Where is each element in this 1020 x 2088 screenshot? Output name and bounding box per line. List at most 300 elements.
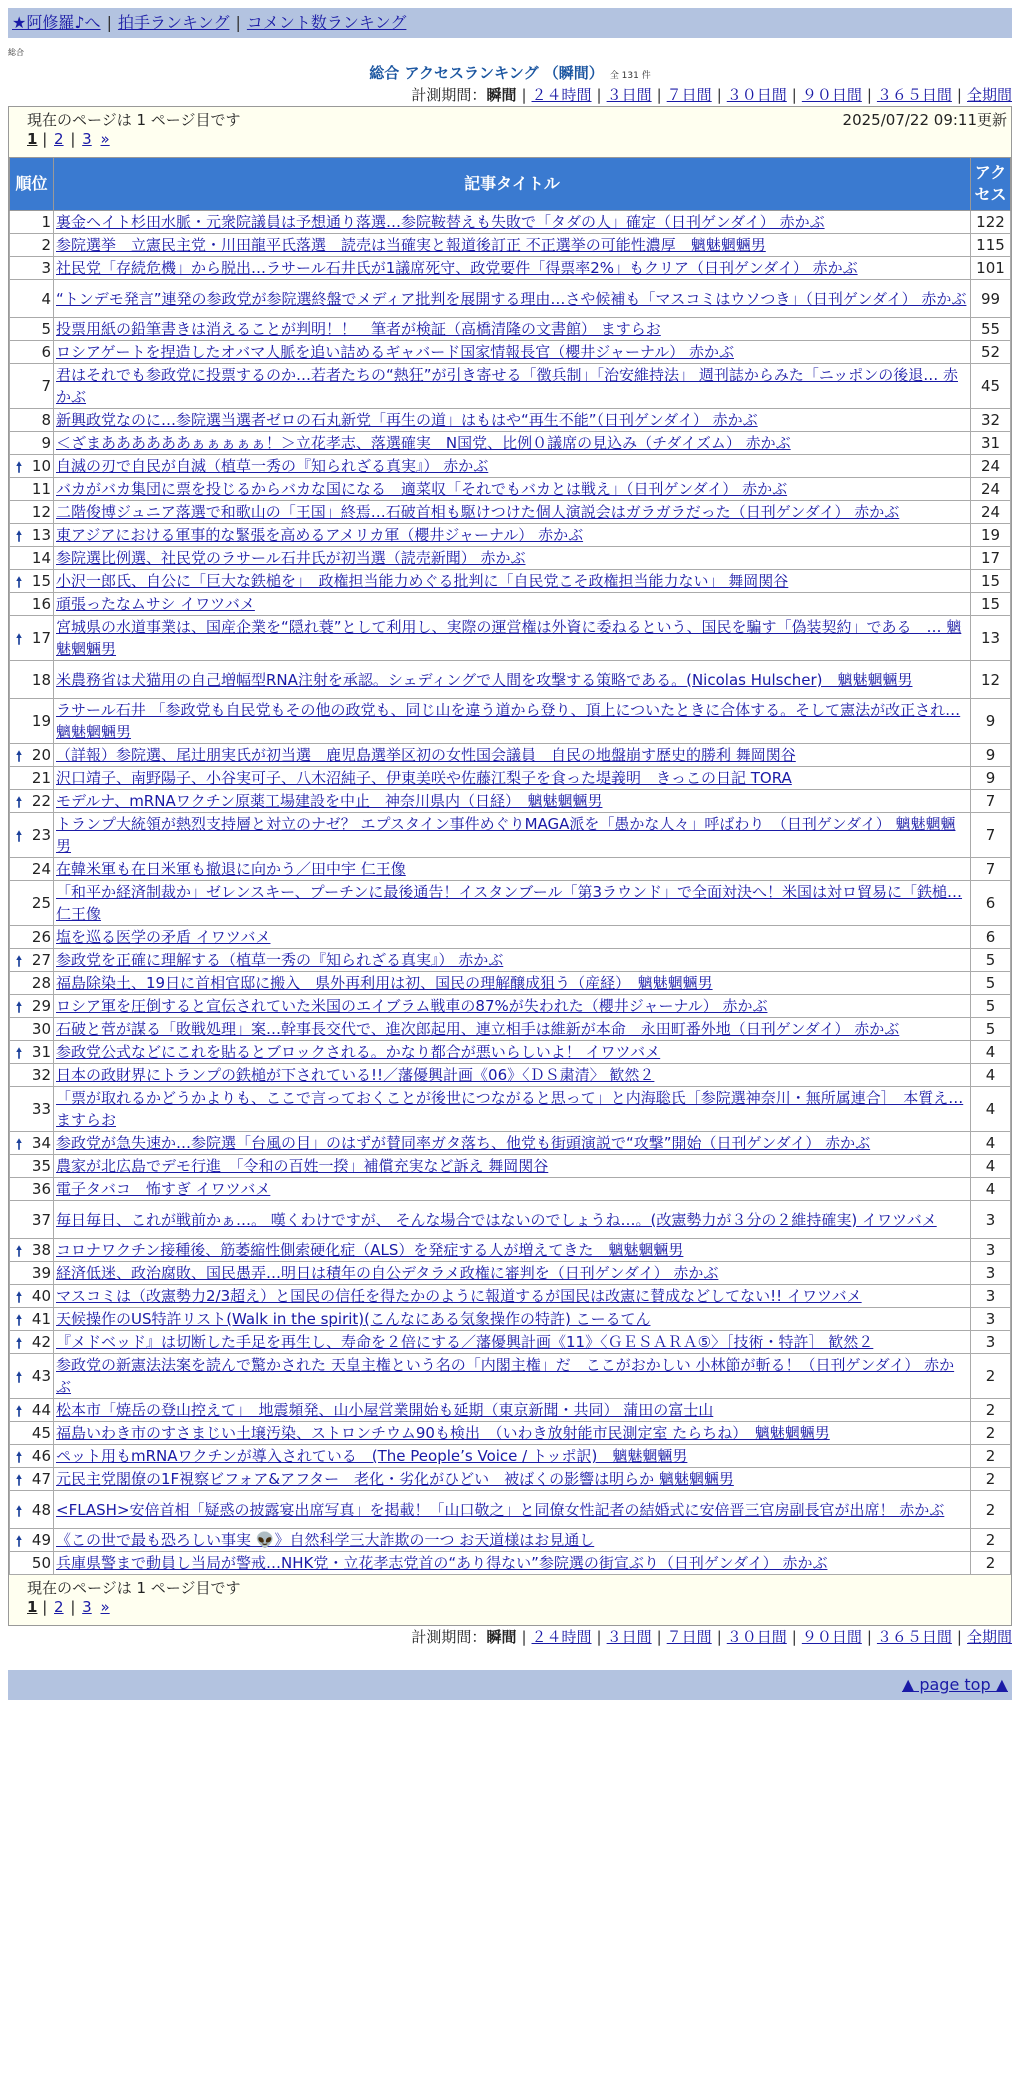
- article-title-link[interactable]: ロシアゲートを捏造したオバマ人脈を追い詰めるギャバード国家情報長官（櫻井ジャーナル） 赤かぶ: [56, 343, 734, 361]
- rank-number: 45: [31, 1424, 51, 1442]
- rank-cell: [10, 1491, 54, 1529]
- article-title-link[interactable]: 経済低迷、政治腐敗、国民愚弄…明日は積年の自公デタラメ政権に審判を（日刊ゲンダイ） 赤かぶ: [56, 1264, 719, 1282]
- period-link-365d[interactable]: ３６５日間: [876, 1628, 952, 1646]
- article-title-link[interactable]: 「票が取れるかどうかよりも、ここで言っておくことが後世につながると思って」と内海聡氏［参院選神奈川・無所属連合］ 本質え… ますらお: [56, 1089, 964, 1129]
- rank-number: 32: [31, 1066, 51, 1084]
- title-cell: [54, 1262, 971, 1285]
- rank-number: 28: [31, 974, 51, 992]
- access-count: 2: [971, 1491, 1011, 1529]
- access-count: 3: [971, 1285, 1011, 1308]
- rank-cell: [10, 995, 54, 1018]
- access-count: 122: [971, 211, 1011, 234]
- article-title-link[interactable]: ＜ざまああああああぁぁぁぁぁ！＞立花孝志、落選確実 N国党、比例０議席の見込み（チダイズム） 赤かぶ: [56, 434, 791, 452]
- article-title-link[interactable]: 参院選比例選、社民党のラサール石井氏が初当選（読売新聞） 赤かぶ: [56, 549, 526, 567]
- access-count: 2: [971, 1354, 1011, 1399]
- period-link-90d[interactable]: ９０日間: [801, 1628, 862, 1646]
- rank-number: 46: [31, 1447, 51, 1465]
- rank-up-arrow-icon: 🠕: [16, 1534, 23, 1550]
- title-cell: [54, 593, 971, 616]
- title-cell: [54, 570, 971, 593]
- table-row: [10, 744, 1011, 767]
- rank-number: 43: [31, 1367, 51, 1385]
- rank-number: 39: [31, 1264, 51, 1282]
- total-count: 全 131 件: [609, 71, 651, 81]
- article-title-link[interactable]: 電子タバコ 怖すぎ イワツバメ: [56, 1180, 271, 1198]
- rank-up-arrow-icon: 🠕: [16, 1290, 23, 1306]
- rank-number: 29: [31, 997, 51, 1015]
- access-count: 6: [971, 926, 1011, 949]
- table-row: [10, 257, 1011, 280]
- article-title-link[interactable]: 日本の政財界にトランプの鉄槌が下されている!!／藩優興計画《06》〈ＤＳ粛清〉 歓然２: [56, 1066, 655, 1084]
- access-count: 4: [971, 1132, 1011, 1155]
- header-rank: 順位: [10, 158, 54, 211]
- access-count: 4: [971, 1041, 1011, 1064]
- access-count: 55: [971, 318, 1011, 341]
- access-count: 7: [971, 790, 1011, 813]
- title-cell: [54, 1087, 971, 1132]
- rank-cell: [10, 341, 54, 364]
- rank-number: 38: [31, 1241, 51, 1259]
- period-link-3d[interactable]: ３日間: [606, 1628, 652, 1646]
- access-count: 3: [971, 1239, 1011, 1262]
- rank-number: 12: [31, 503, 51, 521]
- period-link-24h[interactable]: ２４時間: [531, 1628, 592, 1646]
- table-row: [10, 858, 1011, 881]
- page-1-current: 1: [27, 1598, 38, 1616]
- table-row: [10, 1087, 1011, 1132]
- rank-up-arrow-icon: 🠕: [16, 1503, 23, 1520]
- article-title-link[interactable]: 塩を巡る医学の矛盾 イワツバメ: [56, 928, 271, 946]
- rank-number: 26: [31, 928, 51, 946]
- table-row: [10, 318, 1011, 341]
- rank-number: 18: [31, 670, 51, 689]
- rank-number: 10: [31, 457, 51, 475]
- title-cell: [54, 767, 971, 790]
- nav-link-comment-ranking[interactable]: コメント数ランキング: [246, 13, 407, 32]
- rank-number: 11: [31, 480, 51, 498]
- rank-cell: [10, 616, 54, 661]
- article-title-link[interactable]: 新興政党なのに…参院選当選者ゼロの石丸新党「再生の道」はもはや“再生不能”（日刊ゲンダイ） 赤かぶ: [56, 411, 758, 429]
- page-link-2[interactable]: 2: [54, 130, 64, 148]
- page-top-link[interactable]: ▲ page top ▲: [901, 1675, 1008, 1694]
- rank-cell: [10, 1552, 54, 1575]
- title-cell: [54, 409, 971, 432]
- table-row: [10, 995, 1011, 1018]
- rank-cell: [10, 1018, 54, 1041]
- rank-cell: [10, 949, 54, 972]
- access-count: 15: [971, 593, 1011, 616]
- article-title-link[interactable]: 米農務省は犬猫用の自己増幅型RNA注射を承認。シェディングで人間を攻撃する策略である。(Nicolas Hulscher) 魑魅魍魎男: [56, 670, 913, 689]
- article-title-link[interactable]: 裏金ヘイト杉田水脈・元衆院議員は予想通り落選…参院鞍替えも失敗で「タダの人」確定（日刊ゲンダイ） 赤かぶ: [56, 213, 825, 231]
- rank-cell: [10, 501, 54, 524]
- article-title-link[interactable]: ペット用もmRNAワクチンが導入されている (The People’s Voice / トッポ訳) 魑魅魍魎男: [56, 1447, 688, 1465]
- rank-cell: [10, 280, 54, 318]
- article-title-link[interactable]: “トンデモ発言”連発の参政党が参院選終盤でメディア批判を展開する理由…さや候補も「マスコミはウソつき」（日刊ゲンダイ） 赤かぶ: [56, 289, 967, 308]
- rank-number: 20: [31, 746, 51, 764]
- period-link-7d[interactable]: ７日間: [666, 1628, 712, 1646]
- nav-link-clap-ranking[interactable]: 拍手ランキング: [117, 13, 230, 32]
- article-title-link[interactable]: 東アジアにおける軍事的な緊張を高めるアメリカ軍（櫻井ジャーナル） 赤かぶ: [56, 526, 584, 544]
- period-link-24h[interactable]: ２４時間: [531, 86, 592, 104]
- access-count: 99: [971, 280, 1011, 318]
- rank-cell: [10, 1041, 54, 1064]
- rank-cell: [10, 1529, 54, 1552]
- rank-cell: [10, 1087, 54, 1132]
- access-count: 2: [971, 1552, 1011, 1575]
- periods-label: 計測期間：: [411, 1628, 487, 1646]
- rank-cell: [10, 1445, 54, 1468]
- rank-up-arrow-icon: 🠕: [16, 1313, 23, 1329]
- table-row: [10, 280, 1011, 318]
- rank-up-arrow-icon: 🠕: [16, 1336, 23, 1352]
- rank-cell: [10, 234, 54, 257]
- article-title-link[interactable]: 「和平か経済制裁か」ゼレンスキー、プーチンに最後通告！イスタンブール「第3ラウンド」で全面対決へ！米国は対ロ貿易に「鉄槌… 仁王像: [56, 883, 963, 923]
- article-title-link[interactable]: 参院選挙 立憲民主党・川田龍平氏落選 読売は当確実と報道後訂正 不正選挙の可能性濃厚 魑魅魍魎男: [56, 236, 766, 254]
- page-next-link[interactable]: »: [100, 1598, 110, 1616]
- title-cell: [54, 1132, 971, 1155]
- article-title-link[interactable]: 二階俊博ジュニア落選で和歌山の「王国」終焉…石破首相も駆けつけた個人演説会はガラガラだった（日刊ゲンダイ） 赤かぶ: [56, 503, 900, 521]
- article-title-link[interactable]: 宮城県の水道事業は、国産企業を“隠れ蓑”として利用し、実際の運営権は外資に委ねるという、国民を騙す「偽装契約」である … 魑魅魍魎男: [56, 618, 962, 658]
- title-cell: [54, 211, 971, 234]
- title-cell: [54, 1178, 971, 1201]
- article-title-link[interactable]: 参政党公式などにこれを貼るとブロックされる。かなり都合が悪いらしいよ！ イワツバメ: [56, 1043, 661, 1061]
- rank-number: 7: [41, 377, 51, 395]
- article-title-link[interactable]: 松本市「焼岳の登山控えて」 地震頻発、山小屋営業開始も延期（東京新聞・共同） 蒲田の富士山: [56, 1401, 714, 1419]
- table-row: [10, 767, 1011, 790]
- article-title-link[interactable]: 兵庫県警まで動員し当局が警戒…NHK党・立花孝志党首の“あり得ない”参院選の街宣ぶり（日刊ゲンダイ） 赤かぶ: [56, 1554, 828, 1572]
- pager-top: [9, 107, 1011, 157]
- access-count: 3: [971, 1262, 1011, 1285]
- rank-number: 19: [31, 712, 51, 730]
- title-cell: [54, 478, 971, 501]
- ranking-title-text: 総合 アクセスランキング （瞬間）: [369, 64, 604, 82]
- article-title-link[interactable]: 社民党「存続危機」から脱出…ラサール石井氏が1議席死守、政党要件「得票率2%」もクリア（日刊ゲンダイ） 赤かぶ: [56, 259, 858, 277]
- rank-number: 40: [31, 1287, 51, 1305]
- rank-cell: [10, 1155, 54, 1178]
- rank-number: 5: [41, 320, 51, 338]
- article-title-link[interactable]: バカがバカ集団に票を投じるからバカな国になる 適菜収「それでもバカとは戦え」（日刊ゲンダイ） 赤かぶ: [56, 480, 788, 498]
- rank-number: 35: [31, 1157, 51, 1175]
- article-title-link[interactable]: 参政党の新憲法法案を読んで驚かされた 天皇主権という名の「内閣主権」だ ここがおかしい 小林節が斬る！（日刊ゲンダイ） 赤かぶ: [56, 1356, 955, 1396]
- table-row: [10, 1132, 1011, 1155]
- rank-up-arrow-icon: 🠕: [16, 1137, 23, 1153]
- rank-cell: [10, 1132, 54, 1155]
- rank-number: 48: [31, 1500, 51, 1519]
- rank-cell: [10, 790, 54, 813]
- rank-number: 37: [31, 1210, 51, 1229]
- article-title-link[interactable]: 自滅の刃で自民が自滅（植草一秀の『知られざる真実』） 赤かぶ: [56, 457, 489, 475]
- table-row: [10, 790, 1011, 813]
- rank-cell: [10, 593, 54, 616]
- access-count: 5: [971, 949, 1011, 972]
- table-header-row: [10, 158, 1011, 211]
- pager-bottom: [9, 1575, 1011, 1625]
- nav-link-asyura[interactable]: ★阿修羅♪へ: [12, 13, 101, 32]
- page-link-2[interactable]: 2: [54, 1598, 64, 1616]
- table-row: [10, 478, 1011, 501]
- period-link-7d[interactable]: ７日間: [666, 86, 712, 104]
- title-cell: [54, 257, 971, 280]
- rank-up-arrow-icon: 🠕: [16, 829, 23, 845]
- access-count: 3: [971, 1331, 1011, 1354]
- table-row: [10, 1178, 1011, 1201]
- table-row: [10, 1239, 1011, 1262]
- period-link-365d[interactable]: ３６５日間: [876, 86, 952, 104]
- period-current: 瞬間: [486, 1628, 517, 1646]
- rank-number: 44: [31, 1401, 51, 1419]
- article-title-link[interactable]: 福島除染土、19日に首相官邸に搬入 県外再利用は初、国民の理解醸成狙う（産経） 魑魅魍魎男: [56, 974, 713, 992]
- title-cell: [54, 501, 971, 524]
- rank-number: 25: [31, 894, 51, 912]
- title-cell: [54, 1155, 971, 1178]
- article-title-link[interactable]: ラサール石井 「参政党も自民党もその他の政党も、同じ山を違う道から登り、頂上についたときに合体する。そして憲法が改正され… 魑魅魍魎男: [56, 701, 961, 741]
- periods-label: 計測期間：: [411, 86, 487, 104]
- access-count: 4: [971, 1178, 1011, 1201]
- access-count: 2: [971, 1422, 1011, 1445]
- table-row: [10, 1018, 1011, 1041]
- article-title-link[interactable]: コロナワクチン接種後、筋萎縮性側索硬化症（ALS）を発症する人が増えてきた 魑魅魍魎男: [56, 1241, 684, 1259]
- title-cell: [54, 790, 971, 813]
- article-title-link[interactable]: （詳報）参院選、尾辻朋実氏が初当選 鹿児島選挙区初の女性国会議員 自民の地盤崩す歴史的勝利 舞岡関谷: [56, 746, 796, 764]
- page-next-link[interactable]: »: [100, 130, 110, 148]
- rank-number: 49: [31, 1531, 51, 1549]
- rank-cell: [10, 455, 54, 478]
- access-count: 24: [971, 501, 1011, 524]
- table-row: [10, 570, 1011, 593]
- article-title-link[interactable]: 参政党を正確に理解する（植草一秀の『知られざる真実』） 赤かぶ: [56, 951, 504, 969]
- rank-number: 9: [41, 434, 51, 452]
- page-link-3[interactable]: 3: [82, 130, 92, 148]
- article-title-link[interactable]: マスコミは（改憲勢力2/3超え）と国民の信任を得たかのように報道するが国民は改憲に賛成などしてない!! イワツバメ: [56, 1287, 862, 1305]
- access-count: 45: [971, 364, 1011, 409]
- access-count: 2: [971, 1529, 1011, 1552]
- access-count: 4: [971, 1087, 1011, 1132]
- title-cell: [54, 858, 971, 881]
- rank-up-arrow-icon: 🠕: [16, 1244, 23, 1260]
- rank-up-arrow-icon: 🠕: [16, 1450, 23, 1466]
- rank-cell: [10, 1422, 54, 1445]
- article-title-link[interactable]: 君はそれでも参政党に投票するのか…若者たちの“熱狂”が引き寄せる「徴兵制」「治安維持法」 週刊誌からみた「ニッポンの後退… 赤かぶ: [56, 366, 958, 406]
- table-row: [10, 1331, 1011, 1354]
- rank-number: 34: [31, 1134, 51, 1152]
- table-row: [10, 616, 1011, 661]
- table-row: [10, 234, 1011, 257]
- table-row: [10, 455, 1011, 478]
- access-count: 3: [971, 1308, 1011, 1331]
- rank-number: 21: [31, 769, 51, 787]
- access-count: 101: [971, 257, 1011, 280]
- table-row: [10, 1201, 1011, 1239]
- table-row: [10, 1354, 1011, 1399]
- ranking-table: [9, 157, 1011, 1575]
- table-row: [10, 1155, 1011, 1178]
- rank-cell: [10, 767, 54, 790]
- rank-up-arrow-icon: 🠕: [16, 632, 23, 648]
- rank-cell: [10, 1331, 54, 1354]
- article-title-link[interactable]: モデルナ、mRNAワクチン原薬工場建設を中止 神奈川県内（日経） 魑魅魍魎男: [56, 792, 603, 810]
- ranking-title: [8, 62, 1012, 84]
- rank-cell: [10, 1399, 54, 1422]
- access-count: 2: [971, 1399, 1011, 1422]
- rank-number: 42: [31, 1333, 51, 1351]
- title-cell: [54, 1331, 971, 1354]
- title-cell: [54, 280, 971, 318]
- table-row: [10, 1552, 1011, 1575]
- nav-separator: |: [235, 13, 241, 32]
- table-row: [10, 972, 1011, 995]
- rank-cell: [10, 211, 54, 234]
- title-cell: [54, 699, 971, 744]
- table-row: [10, 341, 1011, 364]
- rank-number: 36: [31, 1180, 51, 1198]
- rank-cell: [10, 858, 54, 881]
- page-1-current: 1: [27, 130, 38, 148]
- access-count: 5: [971, 972, 1011, 995]
- article-title-link[interactable]: 農家が北広島でデモ行進 「令和の百姓一揆」補償充実など訴え 舞岡関谷: [56, 1157, 549, 1175]
- title-cell: [54, 1041, 971, 1064]
- rank-cell: [10, 744, 54, 767]
- period-selector-bottom: 計測期間：瞬間 | ２４時間 | ３日間 | ７日間 | ３０日間 | ９０日間 | ３６５日間 | 全期間: [411, 1628, 1012, 1646]
- table-row: [10, 661, 1011, 699]
- rank-number: 4: [41, 289, 51, 308]
- rank-up-arrow-icon: 🠕: [16, 1000, 23, 1016]
- rank-number: 16: [31, 595, 51, 613]
- article-title-link[interactable]: 天候操作のUS特許リスト(Walk in the spirit)(こんなにある気象操作の特許) こーるてん: [56, 1310, 651, 1328]
- rank-cell: [10, 1354, 54, 1399]
- access-count: 31: [971, 432, 1011, 455]
- pagination: 1 | 2 | 3 »: [27, 130, 110, 148]
- article-title-link[interactable]: 毎日毎日、これが戦前かぁ…。 嘆くわけですが、 そんな場合ではないのでしょうね…。(改憲勢力が３分の２維持確実) イワツバメ: [56, 1210, 937, 1229]
- article-title-link[interactable]: 福島いわき市のすさまじい土壌汚染、ストロンチウム90も検出 （いわき放射能市民測定室 たらちね） 魑魅魍魎男: [56, 1424, 830, 1442]
- bottom-nav: [8, 1670, 1012, 1700]
- title-cell: [54, 661, 971, 699]
- article-title-link[interactable]: 頑張ったなムサシ イワツバメ: [56, 595, 255, 613]
- table-row: [10, 1491, 1011, 1529]
- rank-cell: [10, 409, 54, 432]
- rank-up-arrow-icon: 🠕: [16, 1370, 23, 1386]
- access-count: 32: [971, 409, 1011, 432]
- access-count: 24: [971, 478, 1011, 501]
- rank-cell: [10, 1262, 54, 1285]
- title-cell: [54, 1201, 971, 1239]
- rank-cell: [10, 972, 54, 995]
- access-count: 15: [971, 570, 1011, 593]
- rank-up-arrow-icon: 🠕: [16, 460, 23, 476]
- article-title-link[interactable]: ロシア軍を圧倒すると宣伝されていた米国のエイブラム戦車の87%が失われた（櫻井ジャーナル） 赤かぶ: [56, 997, 768, 1015]
- period-link-30d[interactable]: ３０日間: [726, 86, 787, 104]
- access-count: 9: [971, 744, 1011, 767]
- article-title-link[interactable]: トランプ大統領が熱烈支持層と対立のナゼ？ エプスタイン事件めぐりMAGA派を「愚かな人々」呼ばわり （日刊ゲンダイ） 魑魅魍魎男: [56, 815, 956, 855]
- period-link-90d[interactable]: ９０日間: [801, 86, 862, 104]
- title-cell: [54, 341, 971, 364]
- rank-number: 31: [31, 1043, 51, 1061]
- top-nav: [8, 8, 1012, 38]
- table-row: [10, 1041, 1011, 1064]
- access-count: 5: [971, 1018, 1011, 1041]
- article-title-link[interactable]: <FLASH>安倍首相「疑惑の披露宴出席写真」を掲載！「山口敬之」と同僚女性記者の結婚式に安倍晋三官房副長官が出席！ 赤かぶ: [56, 1500, 945, 1519]
- rank-cell: [10, 881, 54, 926]
- article-title-link[interactable]: 石破と菅が謀る「敗戦処理」案…幹事長交代で、進次郎起用、連立相手は維新が本命 永田町番外地（日刊ゲンダイ） 赤かぶ: [56, 1020, 900, 1038]
- title-cell: [54, 1422, 971, 1445]
- rank-number: 23: [31, 826, 51, 844]
- access-count: 3: [971, 1201, 1011, 1239]
- rank-cell: [10, 432, 54, 455]
- rank-up-arrow-icon: 🠕: [16, 1046, 23, 1062]
- table-row: [10, 1308, 1011, 1331]
- table-row: [10, 501, 1011, 524]
- title-cell: [54, 455, 971, 478]
- rank-up-arrow-icon: 🠕: [16, 795, 23, 811]
- rank-number: 33: [31, 1100, 51, 1118]
- article-title-link[interactable]: 元民主党閣僚の1F視察ビフォア&アフター 老化・劣化がひどい 被ばくの影響は明らか 魑魅魍魎男: [56, 1470, 734, 1488]
- title-cell: [54, 972, 971, 995]
- table-row: [10, 211, 1011, 234]
- rank-number: 3: [41, 259, 51, 277]
- article-title-link[interactable]: 小沢一郎氏、自公に「巨大な鉄槌を」 政権担当能力めぐる批判に「自民党こそ政権担当能力ない」 舞岡関谷: [56, 572, 789, 590]
- article-title-link[interactable]: 投票用紙の鉛筆書きは消えることが判明！！ 筆者が検証（高橋清隆の文書館） ますらお: [56, 320, 661, 338]
- title-cell: [54, 318, 971, 341]
- title-cell: [54, 1491, 971, 1529]
- rank-cell: [10, 926, 54, 949]
- title-cell: [54, 1064, 971, 1087]
- article-title-link[interactable]: 《この世で最も恐ろしい事実 👽》自然科学三大詐欺の一つ お天道様はお見通し: [56, 1531, 595, 1549]
- title-cell: [54, 1468, 971, 1491]
- table-row: [10, 1262, 1011, 1285]
- access-count: 2: [971, 1445, 1011, 1468]
- period-link-all[interactable]: 全期間: [966, 1628, 1012, 1646]
- title-cell: [54, 1354, 971, 1399]
- rank-cell: [10, 364, 54, 409]
- article-title-link[interactable]: 参政党が急失速か…参院選「台風の目」のはずが賛同率ガタ落ち、他党も街頭演説で“攻撃”開始（日刊ゲンダイ） 赤かぶ: [56, 1134, 871, 1152]
- title-cell: [54, 1529, 971, 1552]
- table-row: [10, 949, 1011, 972]
- article-title-link[interactable]: 沢口靖子、南野陽子、小谷実可子、八木沼純子、伊東美咲や佐藤江梨子を食った堤義明 きっこの日記 TORA: [56, 769, 792, 787]
- title-cell: [54, 547, 971, 570]
- rank-number: 8: [41, 411, 51, 429]
- rank-cell: [10, 661, 54, 699]
- rank-cell: [10, 699, 54, 744]
- period-link-30d[interactable]: ３０日間: [726, 1628, 787, 1646]
- access-count: 2: [971, 1468, 1011, 1491]
- title-cell: [54, 1018, 971, 1041]
- title-cell: [54, 881, 971, 926]
- table-row: [10, 1064, 1011, 1087]
- table-row: [10, 1468, 1011, 1491]
- period-selector-top: 計測期間：瞬間 | ２４時間 | ３日間 | ７日間 | ３０日間 | ９０日間 | ３６５日間 | 全期間: [411, 86, 1012, 104]
- title-cell: [54, 1308, 971, 1331]
- access-count: 52: [971, 341, 1011, 364]
- title-cell: [54, 1552, 971, 1575]
- access-count: 6: [971, 881, 1011, 926]
- rank-number: 6: [41, 343, 51, 361]
- rank-up-arrow-icon: 🠕: [16, 749, 23, 765]
- table-row: [10, 432, 1011, 455]
- access-count: 17: [971, 547, 1011, 570]
- period-link-3d[interactable]: ３日間: [606, 86, 652, 104]
- rank-cell: [10, 570, 54, 593]
- rank-number: 47: [31, 1470, 51, 1488]
- access-count: 24: [971, 455, 1011, 478]
- rank-up-arrow-icon: 🠕: [16, 1473, 23, 1489]
- access-count: 4: [971, 1064, 1011, 1087]
- updated-timestamp: 2025/07/22 09:11更新: [842, 111, 1007, 129]
- page-link-3[interactable]: 3: [82, 1598, 92, 1616]
- period-link-all[interactable]: 全期間: [966, 86, 1012, 104]
- article-title-link[interactable]: 在韓米軍も在日米軍も撤退に向かう／田中宇 仁王像: [56, 860, 406, 878]
- rank-cell: [10, 1285, 54, 1308]
- rank-number: 27: [31, 951, 51, 969]
- article-title-link[interactable]: 『メドベッド』は切断した手足を再生し、寿命を２倍にする／藩優興計画《11》〈ＧＥＳＡＲＡ⑤〉［技術・特許］ 歓然２: [56, 1333, 874, 1351]
